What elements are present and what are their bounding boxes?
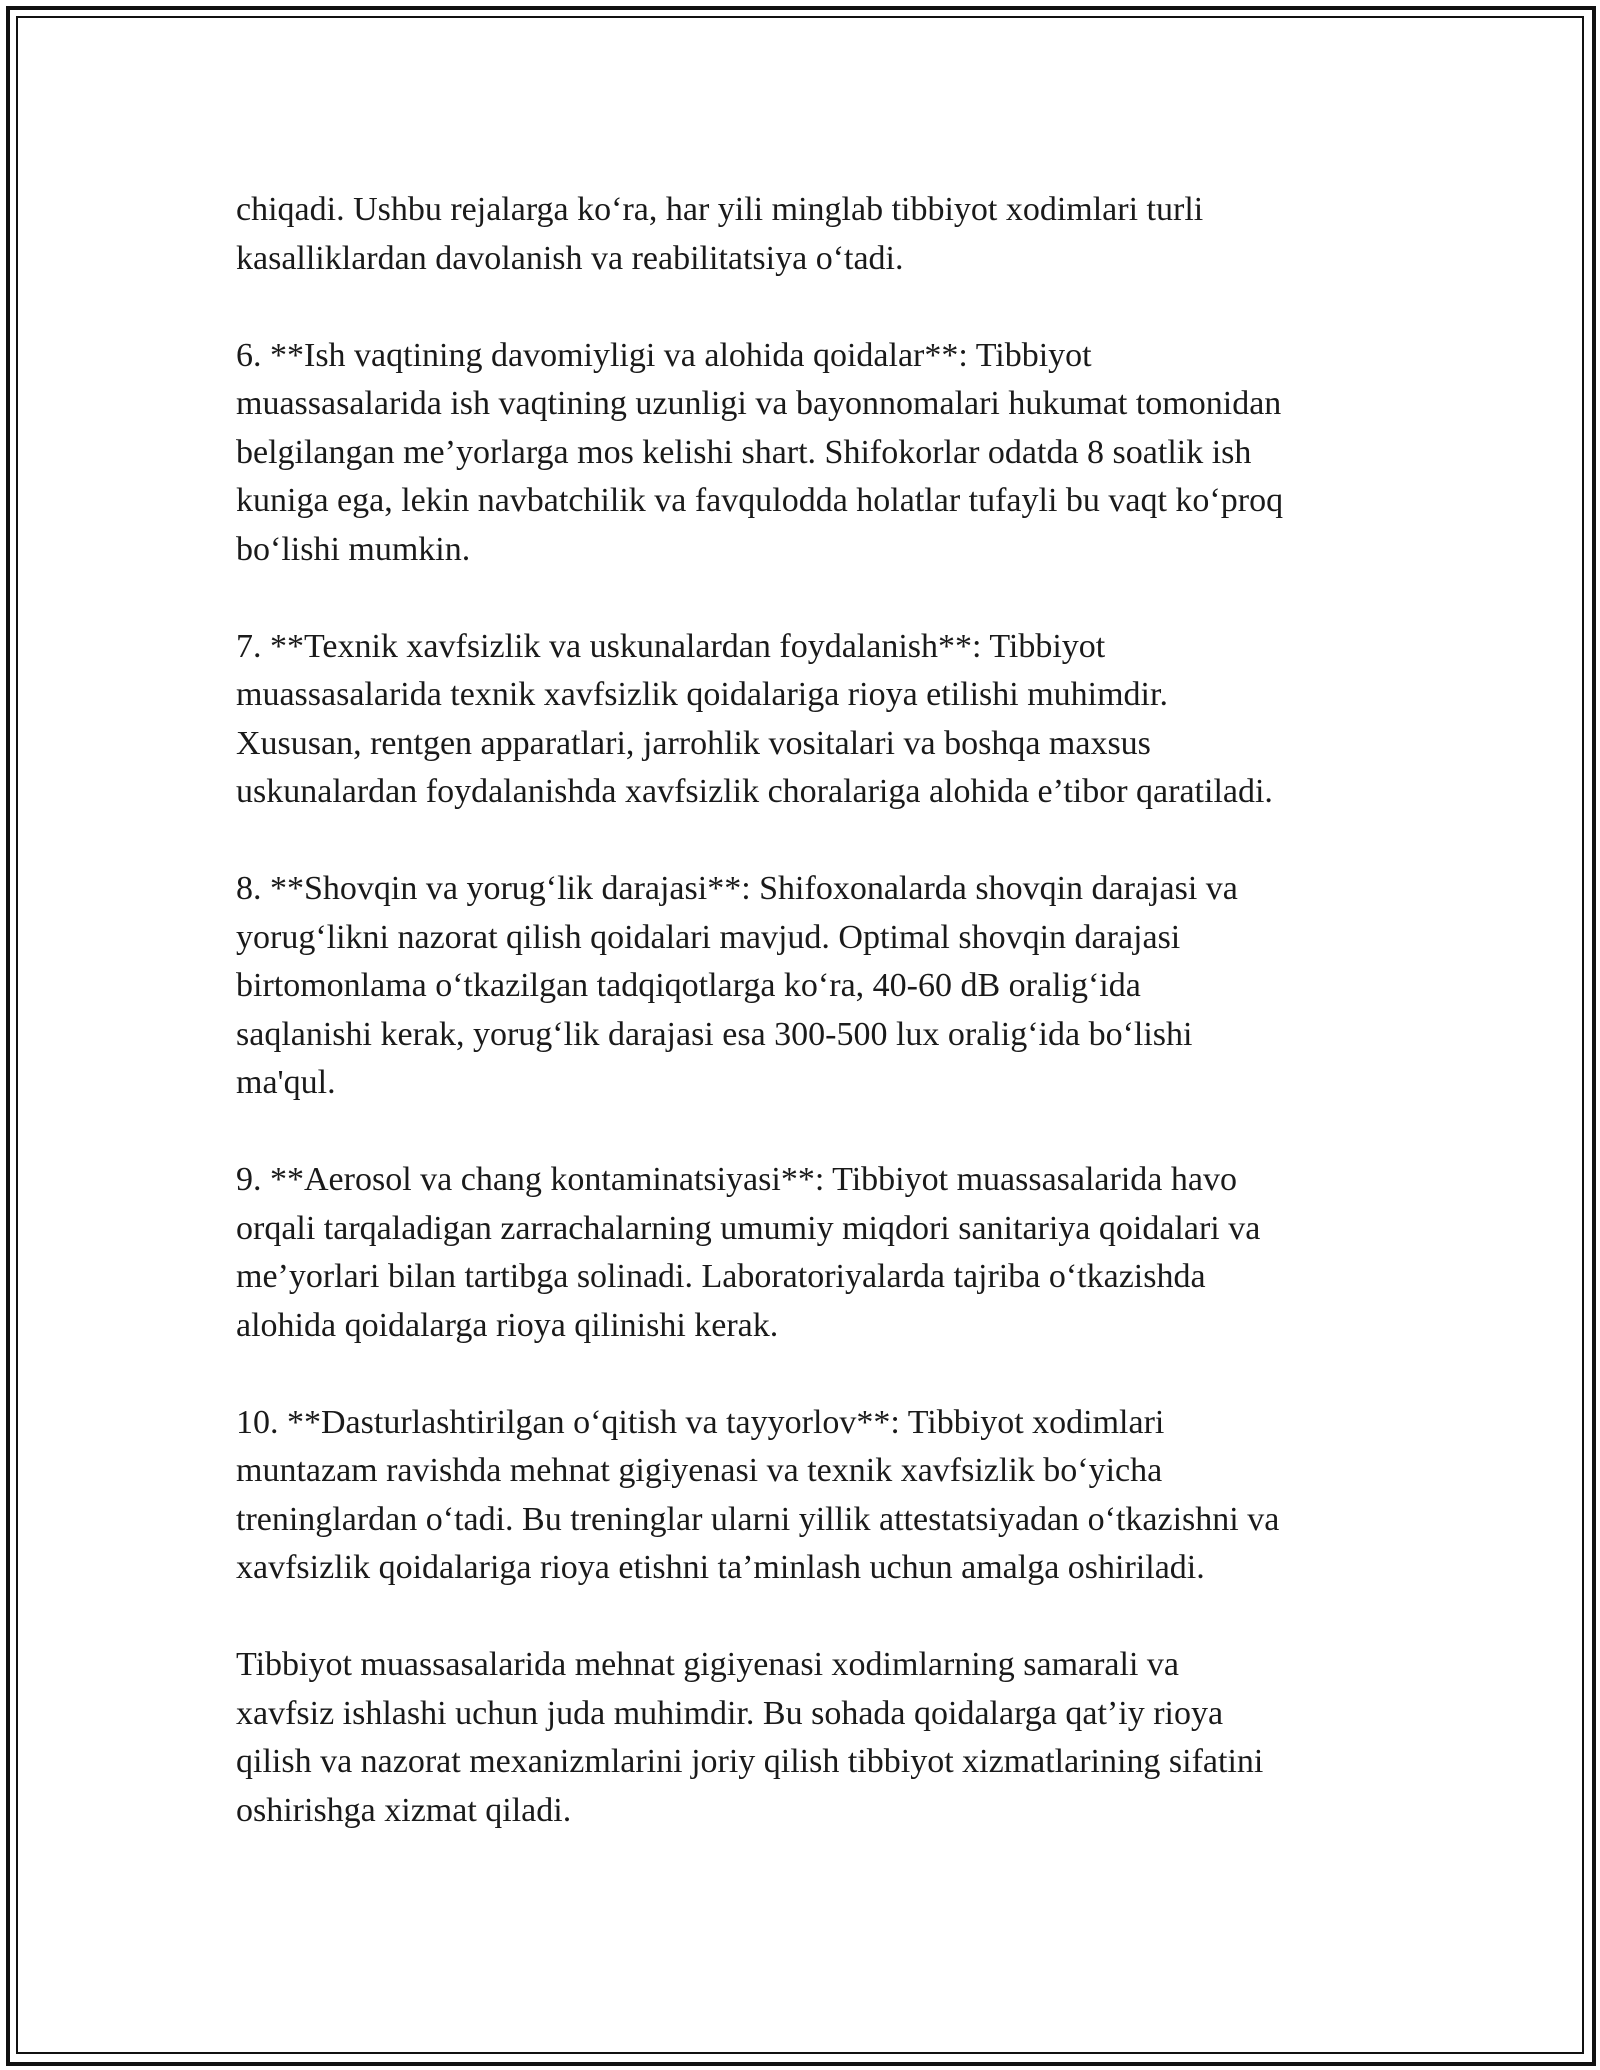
text-line: 9. **Aerosol va chang kontaminatsiyasi**: Tibbiyot muassasalarida havo [236, 1161, 1237, 1198]
text-line: orqali tarqaladigan zarrachalarning umumiy miqdori sanitariya qoidalari va [236, 1209, 1261, 1247]
text-line: oshirishga xizmat qiladi. [236, 1791, 572, 1829]
text-line: Tibbiyot muassasalarida mehnat gigiyenasi xodimlarning samarali va [236, 1646, 1180, 1683]
paragraph-item-10 [236, 1399, 1386, 1593]
paragraph-conclusion [236, 1641, 1386, 1835]
text-line: 10. **Dasturlashtirilgan o‘qitish va tayyorlov**: Tibbiyot xodimlari [236, 1403, 1165, 1441]
text-line: alohida qoidalarga rioya qilinishi kerak. [236, 1306, 779, 1344]
text-line: muassasalarida ish vaqtining uzunligi va bayonnomalari hukumat tomonidan [236, 385, 1282, 422]
paragraph-item-9 [236, 1156, 1386, 1350]
text-line: Xususan, rentgen apparatlari, jarrohlik vositalari va boshqa maxsus [236, 724, 1151, 762]
paragraph-item-7 [236, 623, 1386, 817]
paragraph-intro-continuation [236, 186, 1386, 283]
text-line: qilish va nazorat mexanizmlarini joriy qilish tibbiyot xizmatlarining sifatini [236, 1743, 1264, 1780]
text-line: kuniga ega, lekin navbatchilik va favqulodda holatlar tufayli bu vaqt ko‘proq [236, 482, 1284, 519]
text-line: 6. **Ish vaqtining davomiyligi va alohida qoidalar**: Tibbiyot [236, 336, 1092, 374]
paragraph-item-8 [236, 865, 1386, 1108]
text-line: muntazam ravishda mehnat gigiyenasi va texnik xavfsizlik bo‘yicha [236, 1452, 1163, 1489]
text-line: muassasalarida texnik xavfsizlik qoidalariga rioya etilishi muhimdir. [236, 676, 1168, 713]
text-line: me’yorlari bilan tartibga solinadi. Laboratoriyalarda tajriba o‘tkazishda [236, 1258, 1206, 1295]
text-line: kasalliklardan davolanish va reabilitatsiya o‘tadi. [236, 239, 904, 277]
text-line: chiqadi. Ushbu rejalarga ko‘ra, har yili minglab tibbiyot xodimlari turli [236, 191, 1204, 228]
text-line: uskunalardan foydalanishda xavfsizlik choralariga alohida e’tibor qaratiladi. [236, 773, 1273, 810]
text-line: 7. **Texnik xavfsizlik va uskunalardan foydalanish**: Tibbiyot [236, 627, 1106, 665]
text-line: saqlanishi kerak, yorug‘lik darajasi esa 300-500 lux oralig‘ida bo‘lishi [236, 1015, 1193, 1053]
text-line: xavfsiz ishlashi uchun juda muhimdir. Bu sohada qoidalarga qat’iy rioya [236, 1694, 1224, 1732]
text-line: 8. **Shovqin va yorug‘lik darajasi**: Shifoxonalarda shovqin darajasi va [236, 870, 1238, 907]
text-line: treninglardan o‘tadi. Bu treninglar ularni yillik attestatsiyadan o‘tkazishni va [236, 1500, 1280, 1538]
text-line: birtomonlama o‘tkazilgan tadqiqotlarga ko‘ra, 40-60 dB oralig‘ida [236, 967, 1141, 1004]
text-line: belgilangan me’yorlarga mos kelishi shart. Shifokorlar odatda 8 soatlik ish [236, 433, 1252, 471]
text-line: ma'qul. [236, 1064, 336, 1101]
text-line: bo‘lishi mumkin. [236, 530, 471, 568]
text-line: xavfsizlik qoidalariga rioya etishni ta’minlash uchun amalga oshiriladi. [236, 1549, 1205, 1586]
document-body [236, 186, 1386, 1884]
text-line: yorug‘likni nazorat qilish qoidalari mavjud. Optimal shovqin darajasi [236, 918, 1181, 956]
paragraph-item-6 [236, 332, 1386, 575]
